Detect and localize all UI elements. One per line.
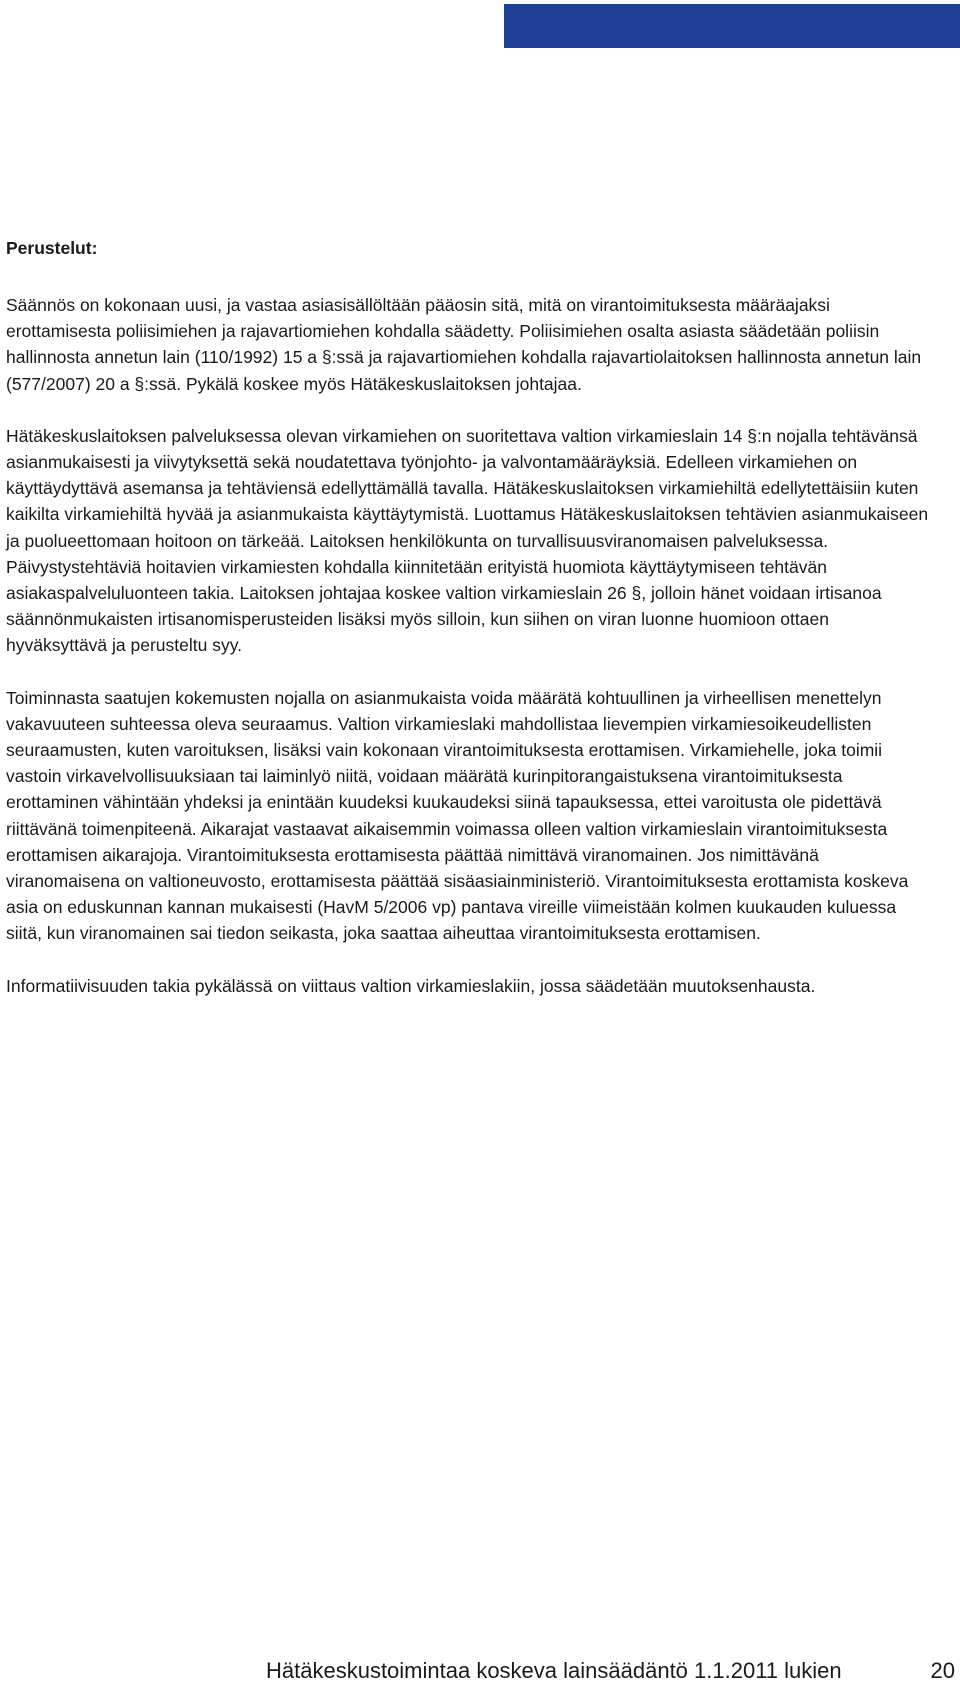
- paragraph-2: Hätäkeskuslaitoksen palveluksessa olevan virkamiehen on suoritettava valtion virkamieslain 14 §:n nojalla tehtävänsä asianmukaisesti ja viivytyksettä sekä noudatettava työnjohto- ja valvontamääräyksiä. Edelleen virkamiehen on käyttäydyttävä asemansa ja tehtäviensä edellyttämällä tavalla. Hätäkeskuslaitoksen virkamiehiltä edellytettäisiin kuten kaikilta virkamiehiltä hyvää ja asianmukaista käyttäytymistä. Luottamus Hätäkeskuslaitoksen tehtävien asianmukaiseen ja puolueettomaan hoitoon on tärkeää. Laitoksen henkilökunta on turvallisuusviranomaisen palveluksessa. Päivystystehtäviä hoitavien virkamiesten kohdalla kiinnitetään erityistä huomiota käyttäytymiseen tehtävän asiakaspalveluluonteen takia. Laitoksen johtajaa koskee valtion virkamieslain 26 §, jolloin hänet voidaan irtisanoa säännönmukaisten irtisanomisperusteiden lisäksi myös silloin, kun siihen on viran luonne huomioon ottaen hyväksyttävä ja perusteltu syy.: [6, 425, 929, 656]
- paragraph-3: Toiminnasta saatujen kokemusten nojalla on asianmukaista voida määrätä kohtuullinen ja virheellisen menettelyn vakavuuteen suhteessa oleva seuraamus. Valtion virkamieslaki mahdollistaa lievempien virkamiesoikeudellisten seuraamusten, kuten varoituksen, lisäksi vain kokonaan virantoimituksesta erottamisen. Virkamiehelle, joka toimii vastoin virkavelvollisuuksiaan tai laiminlyö niitä, voidaan määrätä kurinpitorangaistuksena virantoimituksesta erottaminen vähintään yhdeksi ja enintään kuudeksi kuukaudeksi siinä tapauksessa, ettei varoitusta ole pidettävä riittävänä toimenpiteenä. Aikarajat vastaavat aikaisemmin voimassa olleen valtion virkamieslain virantoimituksesta erottamisen aikarajoja. Virantoimituksesta erottamisesta päättää nimittävä viranomainen. Jos nimittävänä viranomaisena on valtioneuvosto, erottamisesta päättää sisäasiainministeriö. Virantoimituksesta erottamista koskeva asia on eduskunnan kannan mukaisesti (HavM 5/2006 vp) pantava vireille viimeistään kolmen kuukauden kuluessa siitä, kun viranomainen sai tiedon seikasta, joka saattaa aiheuttaa virantoimituksesta erottamisen.: [6, 687, 909, 944]
- paragraph-1: Säännös on kokonaan uusi, ja vastaa asiasisällöltään pääosin sitä, mitä on virantoimituksesta määräajaksi erottamisesta poliisimiehen ja rajavartiomiehen kohdalla säädetty. Poliisimiehen osalta asiasta säädetään poliisin hallinnosta annetun lain (110/1992) 15 a §:ssä ja rajavartiomiehen kohdalla rajavartiolaitoksen hallinnosta annetun lain (577/2007) 20 a §:ssä. Pykälä koskee myös Hätäkeskuslaitoksen johtajaa.: [6, 295, 922, 394]
- top-accent-bar: [504, 4, 960, 48]
- page-number: 20: [930, 1658, 955, 1683]
- footer-title: Hätäkeskustoimintaa koskeva lainsäädäntö 1.1.2011 lukien: [266, 1658, 842, 1683]
- paragraph-4: Informatiivisuuden takia pykälässä on viittaus valtion virkamieslakiin, jossa säädetään muutoksenhausta.: [6, 975, 816, 996]
- section-heading: Perustelut:: [6, 238, 98, 258]
- document-body: [6, 236, 930, 1025]
- page-footer: [0, 1654, 955, 1687]
